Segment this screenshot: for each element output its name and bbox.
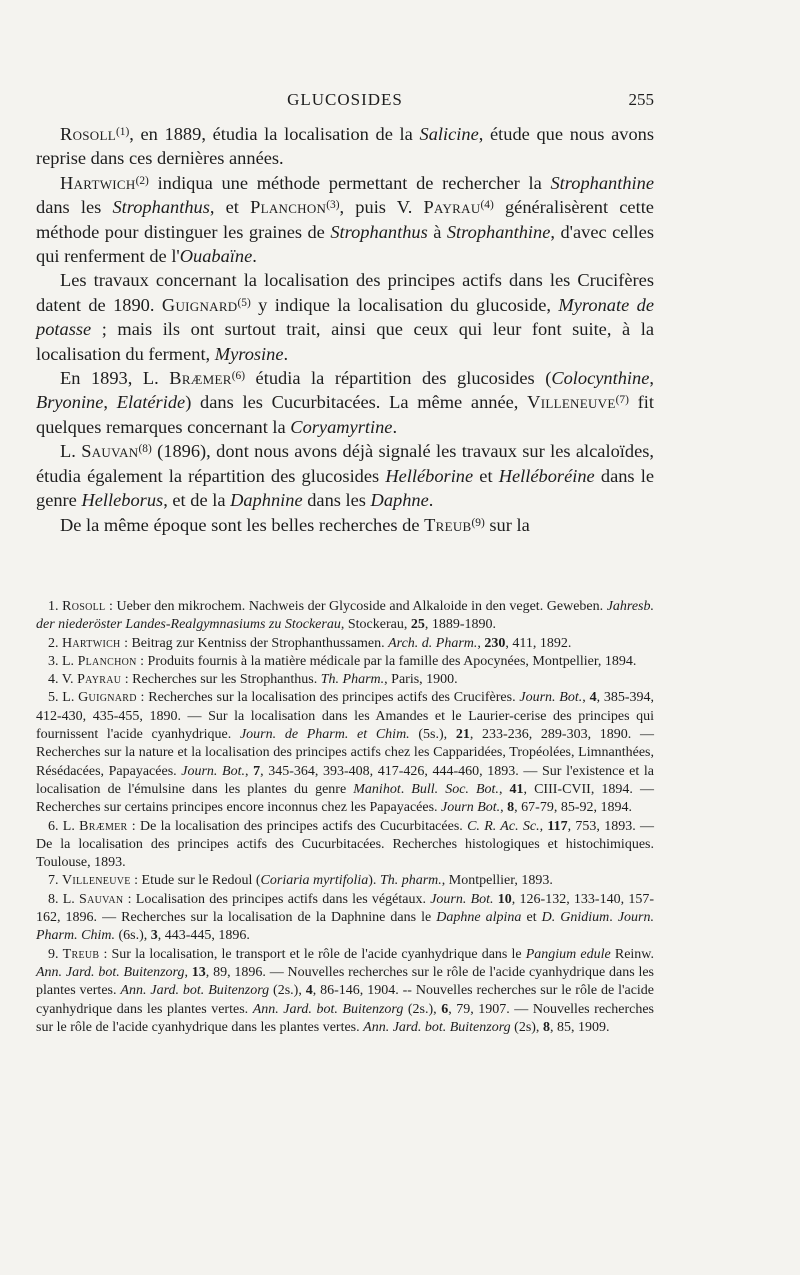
text-run: généralisèrent cette méthode pour distinguer les graines de — [36, 197, 654, 242]
text-run: (2s.), — [403, 1001, 442, 1017]
footnotes — [36, 598, 654, 1037]
text-run: , — [477, 635, 485, 651]
volume-number: 41 — [509, 781, 524, 797]
text-run: (1896), dont nous avons déjà signalé les travaux sur les alcaloïdes, étudia également la répartition des glucosides — [36, 441, 654, 486]
compound-name: Myronate de potasse — [36, 294, 654, 340]
author-name: Rosoll — [60, 124, 116, 144]
footnote-4 — [36, 671, 654, 689]
text-run: , 233-236, 289-303, 1890. — Recherches sur la nature et la localisation des principes actifs chez les Capparidées, Tropéolées, Limnanthées, Résédacées, Papayacées. — [36, 727, 654, 779]
text-run: : De la localisation des principes actifs des Cucurbitacées. — [127, 818, 468, 834]
text-run: , et de la — [163, 490, 231, 511]
text-run: , — [649, 368, 654, 389]
volume-number: 10 — [497, 891, 512, 907]
journal-title: Ann. Jard. bot. Buitenzorg — [120, 983, 270, 999]
text-run: , 1889-1890. — [424, 617, 496, 633]
volume-number: 6 — [441, 1001, 449, 1017]
text-run: , puis V. — [339, 197, 424, 218]
text-run: , 89, 1896. — Nouvelles recherches sur le rôle de l'acide cyanhydrique dans les plantes vertes. — [36, 964, 655, 999]
species-name: Daphne alpina — [436, 910, 522, 926]
text-run: dans les — [302, 490, 371, 511]
text-run: (2s.), — [269, 983, 306, 999]
running-title: GLUCOSIDES — [287, 90, 403, 109]
footnote-number: 4. V. — [48, 672, 78, 688]
text-run: . — [400, 781, 412, 797]
genus-name: Strophanthus — [330, 221, 428, 242]
author-name: Guignard — [161, 294, 238, 315]
volume-number: 21 — [455, 727, 470, 743]
text-run: Les travaux concernant la localisation des principes actifs dans les Crucifères datent de 1890. — [36, 270, 654, 315]
author-name: Hartwich — [62, 635, 121, 651]
footnote-ref: (6) — [231, 369, 246, 382]
author-name: Bræmer — [169, 368, 232, 389]
text-run: , 385-394, 412-430, 435-455, 1890. — Sur la localisation dans les Amandes et le Laurier-cerise des principes qui fournissent l'acide cyanhydrique. — [36, 690, 655, 743]
footnote-ref: (7) — [615, 394, 629, 407]
footnote-ref: (2) — [135, 174, 149, 187]
genus-name: Strophanthus — [112, 197, 210, 218]
author-name: Villeneuve — [527, 392, 616, 413]
genus-name: Manihot — [353, 781, 401, 797]
footnote-number: 6. L. — [48, 818, 80, 834]
paragraph-braemer — [36, 366, 654, 439]
text-run: De la même époque sont les belles recherches de — [60, 514, 425, 535]
footnote-5 — [36, 689, 654, 817]
author-name: Rosoll — [62, 599, 106, 614]
footnote-2 — [36, 635, 654, 653]
compound-name: Coryamyrtine — [290, 416, 393, 437]
author-name: Bræmer — [79, 818, 128, 834]
footnote-ref: (5) — [237, 296, 251, 309]
paragraph-treub — [36, 513, 654, 537]
author-name: Planchon — [77, 653, 137, 669]
text-run: , d'avec celles qui renferment de l' — [36, 221, 654, 267]
footnote-number: 9. — [48, 946, 63, 962]
journal-title: Ann. Jard. bot. Buitenzorg — [36, 964, 185, 980]
text-run: sur la — [484, 514, 530, 535]
text-run: , — [539, 818, 548, 834]
text-run: . — [428, 490, 434, 511]
journal-title: Arch. d. Pharm. — [388, 635, 478, 651]
text-run: , Paris, 1900. — [384, 672, 458, 688]
text-run: , — [103, 392, 117, 413]
text-run: ; mais ils ont surtout trait, ainsi que ceux qui leur font suite, à la localisation du ferment, — [36, 319, 654, 364]
footnote-1 — [36, 598, 654, 635]
footnote-number: 3. L. — [48, 653, 78, 669]
journal-title: Journ. Bot. — [519, 690, 583, 706]
compound-name: Ouabaïne — [179, 246, 253, 267]
author-name: Planchon — [250, 197, 327, 218]
text-run: (5s.), — [409, 727, 456, 743]
author-name: Payrau — [77, 672, 122, 688]
text-run: , — [184, 964, 192, 980]
volume-number: 230 — [484, 635, 506, 651]
author-name: Sauvan — [81, 441, 139, 462]
text-run: (6s.), — [114, 928, 151, 944]
volume-number: 4 — [589, 690, 597, 706]
text-run: En 1893, L. — [60, 368, 170, 389]
text-run: : Produits fournis à la matière médicale par la famille des Apocynées, Montpellier, 1894. — [136, 653, 637, 669]
compound-name: Myrosine — [214, 343, 284, 364]
text-run: , 443-445, 1896. — [157, 928, 250, 944]
volume-number: 25 — [410, 617, 425, 633]
journal-title: Bull. Soc. Bot. — [411, 781, 499, 797]
journal-title: Ann. Jard. bot. Buitenzorg — [252, 1001, 404, 1017]
journal-title: Th. pharm. — [379, 873, 442, 889]
volume-number: 8 — [542, 1019, 550, 1035]
volume-number: 7 — [253, 763, 261, 779]
text-run: : Sur la localisation, le transport et le rôle de l'acide cyanhydrique dans le — [99, 946, 526, 962]
text-run: , 753, 1893. — De la localisation des principes actifs des Cucurbitacées. Recherches histologiques et histochimiques. Toulouse, 1893. — [36, 818, 654, 871]
text-run: . — [609, 910, 618, 926]
volume-number: 117 — [547, 818, 568, 834]
text-run: , — [582, 690, 590, 706]
text-run: , 126-132, 133-140, 157-162, 1896. — Recherches sur la localisation de la Daphnine dans le — [36, 891, 654, 926]
author-name: Sauvan — [79, 891, 124, 907]
volume-number: 8 — [507, 800, 515, 816]
volume-number: 13 — [191, 964, 206, 980]
text-run: : Etude sur le Redoul ( — [130, 873, 261, 889]
main-text — [36, 122, 654, 537]
text-run: : Recherches sur la localisation des principes actifs des Crucifères. — [136, 690, 520, 706]
journal-title: C. R. Ac. Sc. — [467, 818, 540, 834]
compound-name: Helléboréine — [498, 465, 595, 486]
author-name: Hartwich — [60, 172, 136, 193]
journal-title: Journ. de Pharm. et Chim. — [239, 727, 410, 743]
author-name: Villeneuve — [62, 873, 131, 889]
text-run: dans les — [36, 197, 113, 218]
journal-title: Journ. Bot. — [430, 891, 494, 907]
author-name: Payrau — [423, 197, 481, 218]
text-run: fit quelques remarques concernant la — [36, 392, 654, 437]
genus-name: Helleborus — [81, 490, 164, 511]
volume-number: 4 — [305, 983, 313, 999]
text-run: ). — [368, 873, 380, 889]
footnote-number: 8. L. — [48, 891, 80, 907]
genus-name: Daphne — [370, 490, 429, 511]
footnote-9 — [36, 946, 654, 1037]
text-run: étudia la répartition des glucosides ( — [245, 368, 552, 389]
text-run: , et — [209, 197, 251, 218]
paragraph-hartwich — [36, 171, 654, 269]
footnote-ref: (8) — [138, 443, 152, 456]
footnote-number: 1. — [48, 599, 63, 614]
footnote-number: 7. — [48, 873, 62, 889]
text-run: à — [427, 221, 447, 242]
text-run: , CIII-CVII, 1894. — Recherches sur certains principes encore inconnus chez les Papayacées. — [36, 781, 654, 816]
text-run: , 411, 1892. — [505, 635, 572, 651]
text-run: (2s), — [510, 1019, 543, 1035]
footnote-6 — [36, 818, 654, 873]
text-run: : Localisation des principes actifs dans les végétaux. — [123, 891, 431, 907]
text-run: , 85, 1909. — [549, 1019, 610, 1035]
journal-title: Jahresb. der niederöster Landes-Realgymnasiums zu Stockerau — [36, 599, 655, 633]
text-run: , étude que nous avons reprise dans ces dernières années. — [36, 124, 655, 169]
footnote-ref: (4) — [480, 199, 494, 212]
footnote-3 — [36, 653, 654, 671]
compound-name: Helléborine — [385, 465, 474, 486]
text-run: , 345-364, 393-408, 417-426, 444-460, 1893. — Sur l'existence et la localisation de l'émulsine dans les plantes du genre — [36, 763, 654, 797]
text-run: : Recherches sur les Strophanthus. — [121, 672, 321, 688]
footnote-8 — [36, 891, 654, 946]
text-run: . — [392, 416, 398, 437]
footnote-number: 2. — [48, 635, 62, 651]
text-run: : Beitrag zur Kentniss der Strophanthussamen. — [120, 635, 389, 651]
compound-name: Colocynthine — [551, 368, 650, 389]
footnote-ref: (3) — [326, 199, 340, 212]
page-header — [36, 90, 654, 114]
text-run: . — [252, 246, 257, 267]
compound-name: Bryonine — [36, 392, 104, 413]
paragraph-rosoll — [36, 122, 654, 171]
text-run: . — [283, 343, 289, 364]
text-run: , Stockerau, — [340, 617, 411, 633]
journal-title: Ann. Jard. bot. Buitenzorg — [363, 1019, 511, 1035]
species-name: Coriaria myrtifolia — [260, 873, 369, 889]
footnote-7 — [36, 872, 654, 890]
text-run: , Montpellier, 1893. — [441, 873, 553, 889]
paragraph-cruciferes — [36, 268, 654, 366]
author-name: Guignard — [78, 690, 137, 706]
journal-title: Th. Pharm. — [320, 672, 385, 688]
volume-number: 3 — [150, 928, 158, 944]
compound-name: Strophanthine — [550, 172, 654, 193]
text-run: et — [521, 910, 542, 926]
footnote-ref: (9) — [471, 516, 485, 529]
text-run: : Ueber den mikrochem. Nachweis der Glycoside and Alkaloide in den veget. Geweben. — [105, 599, 607, 614]
compound-name: Salicine — [419, 124, 479, 144]
page-number: 255 — [628, 90, 654, 109]
author-name: Treub — [62, 946, 100, 962]
text-run: , 79, 1907. — Nouvelles recherches sur le rôle de l'acide cyanhydrique dans les plantes vertes. — [36, 1001, 654, 1035]
journal-title: Journ Bot. — [441, 800, 501, 816]
compound-name: Elatéride — [116, 392, 186, 413]
species-name: D. Gnidium — [541, 910, 610, 926]
text-run: , — [500, 800, 508, 816]
text-run: L. — [60, 441, 82, 462]
text-run: Reinw. — [610, 946, 655, 962]
text-run: et — [473, 465, 499, 486]
species-name: Pangium edule — [525, 946, 611, 962]
text-run: , — [498, 781, 510, 797]
paragraph-sauvan — [36, 439, 654, 512]
footnote-ref: (1) — [115, 125, 130, 138]
journal-title: Journ. Pharm. Chim. — [36, 910, 654, 944]
author-name: Treub — [424, 514, 472, 535]
text-run: indiqua une méthode permettant de rechercher la — [148, 172, 551, 193]
text-run: ) dans les Cucurbitacées. La même année, — [185, 392, 528, 413]
text-run: , en 1889, étudia la localisation de la — [129, 124, 420, 144]
text-run: , 86-146, 1904. -- Nouvelles recherches sur le rôle de l'acide cyanhydrique dans les plantes vertes. — [36, 983, 655, 1017]
footnote-number: 5. L. — [48, 690, 79, 706]
text-run: , 67-79, 85-92, 1894. — [514, 800, 632, 816]
text-run: , — [244, 763, 254, 779]
compound-name: Strophanthine — [446, 221, 551, 242]
compound-name: Daphnine — [230, 490, 303, 511]
text-run: y indique la localisation du glucoside, — [250, 294, 559, 315]
text-run: dans le genre — [36, 465, 654, 511]
journal-title: Journ. Bot. — [181, 763, 245, 779]
